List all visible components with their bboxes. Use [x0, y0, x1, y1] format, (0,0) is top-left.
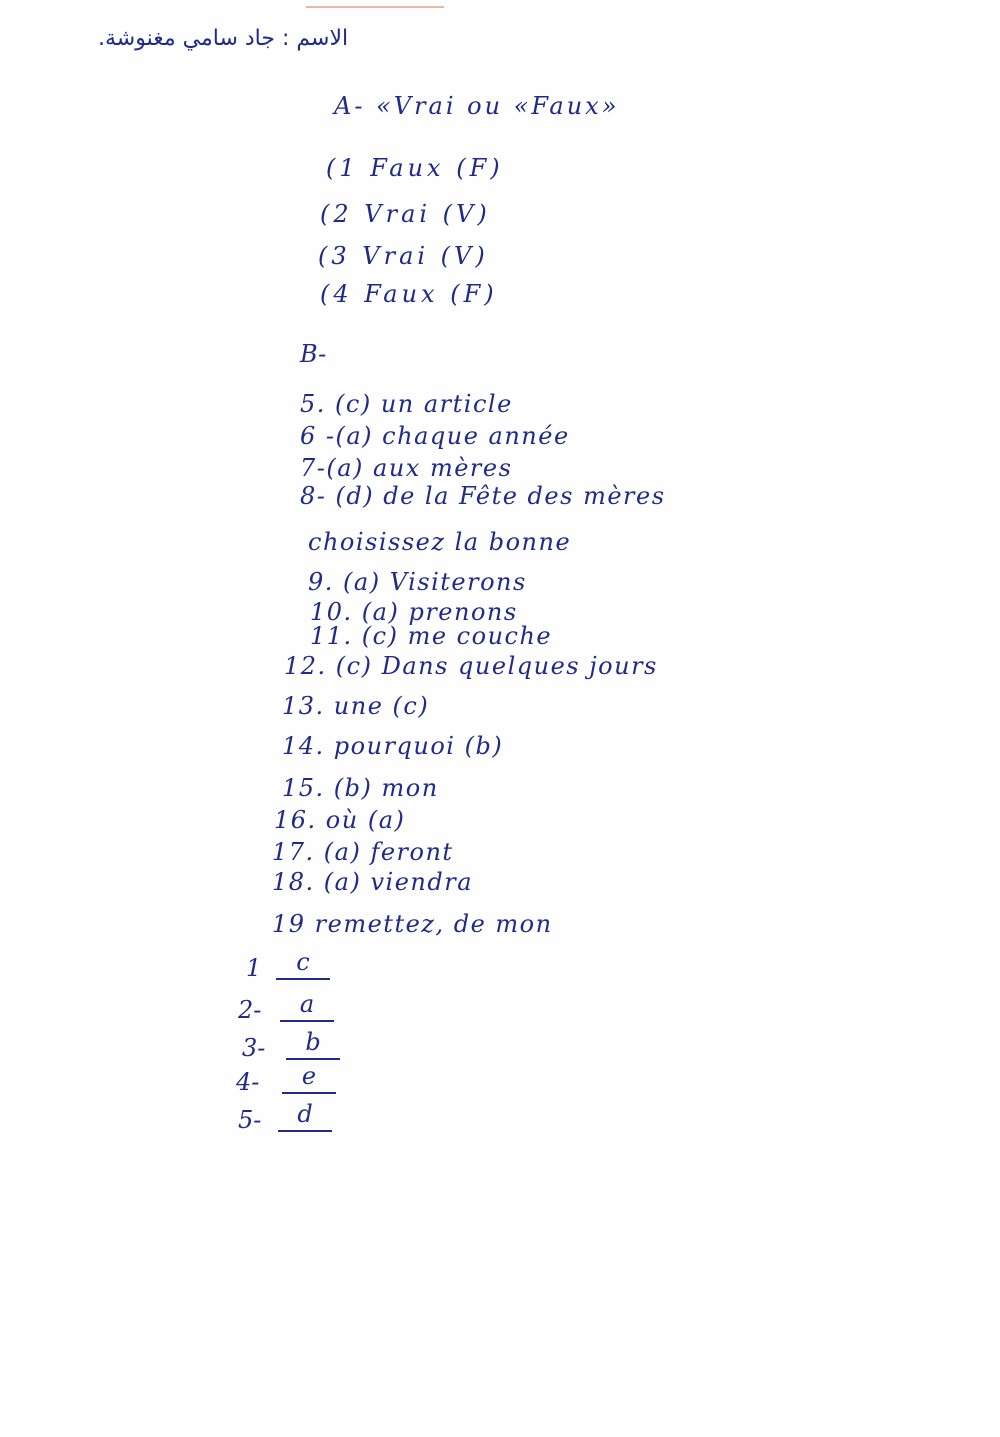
section-b-answer: 9. (a) Visiterons — [308, 568, 527, 596]
matching-answer: a — [299, 990, 315, 1018]
section-b-answer: 5. (c) un article — [300, 390, 513, 418]
section-b-answer: 12. (c) Dans quelques jours — [284, 652, 658, 680]
section-b-answer: 11. (c) me couche — [310, 622, 553, 650]
section-b-answer: 15. (b) mon — [282, 774, 439, 802]
section-b-answer: 7-(a) aux mères — [300, 454, 513, 482]
section-b-answer: 8- (d) de la Fête des mères — [300, 482, 666, 510]
section-a-title: A- «Vrai ou «Faux» — [334, 92, 620, 120]
matching-answer: c — [296, 948, 310, 976]
student-name: الاسم : جاد سامي مغنوشة. — [98, 26, 349, 51]
section-a-answer: (2 Vrai (V) — [320, 200, 491, 228]
answer-underline — [278, 1130, 332, 1132]
matching-number: 3- — [242, 1034, 266, 1062]
section-a-answer: (4 Faux (F) — [320, 280, 498, 308]
section-b-answer: 17. (a) feront — [272, 838, 454, 866]
section-b-answer: 16. où (a) — [274, 806, 406, 834]
section-b-title: B- — [300, 340, 327, 368]
answer-underline — [282, 1092, 336, 1094]
answer-underline — [280, 1020, 334, 1022]
section-b-answer: 6 -(a) chaque année — [300, 422, 570, 450]
section-a-answer: (1 Faux (F) — [326, 154, 504, 182]
section-b-answer: 13. une (c) — [282, 692, 430, 720]
top-edge-mark — [306, 6, 444, 8]
answer-underline — [276, 978, 330, 980]
answer-underline — [286, 1058, 340, 1060]
matching-number: 2- — [238, 996, 262, 1024]
matching-number: 5- — [238, 1106, 262, 1134]
matching-answer: b — [305, 1028, 321, 1056]
matching-number: 4- — [236, 1068, 260, 1096]
section-b-answer: 18. (a) viendra — [272, 868, 473, 896]
section-b-instruction: choisissez la bonne — [308, 528, 572, 556]
matching-answer: d — [297, 1100, 313, 1128]
section-a-answer: (3 Vrai (V) — [318, 242, 489, 270]
matching-answer: e — [301, 1062, 317, 1090]
section-b-answer: 19 remettez, de mon — [272, 910, 553, 938]
section-b-answer: 10. (a) prenons — [310, 598, 518, 626]
matching-number: 1 — [246, 954, 262, 982]
section-b-answer: 14. pourquoi (b) — [282, 732, 504, 760]
